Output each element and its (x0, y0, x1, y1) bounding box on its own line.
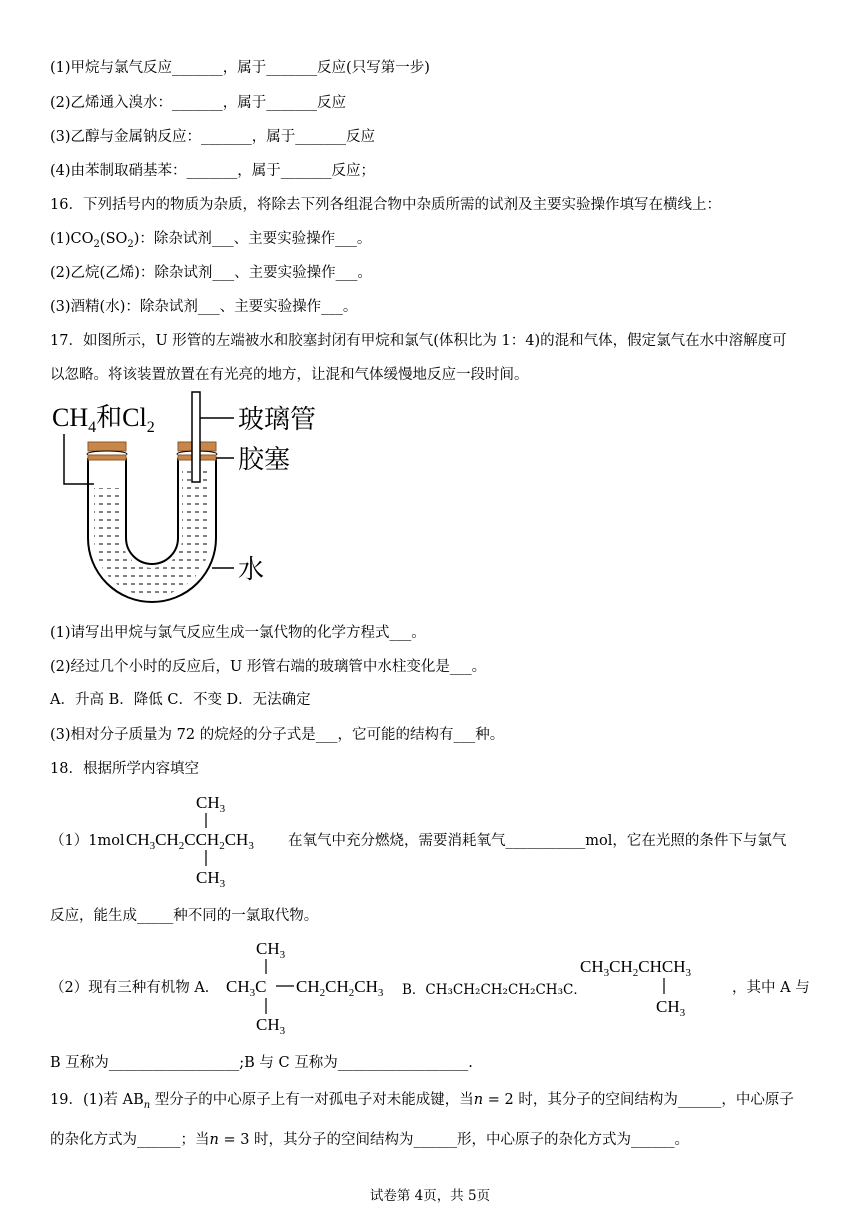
q18-part2-B: B．CH₃CH₂CH₂CH₂CH₃C． (402, 982, 587, 998)
q17-stem-line1: 17．如图所示，U 形管的左端被水和胶塞封闭有甲烷和氯气(体积比为 1：4)的混和气体，假定氯气在水中溶解度可 (50, 333, 787, 349)
svg-text:CH3: $CH_3$ (196, 868, 226, 888)
q18-part2-suffix: ，其中 A 与 (732, 980, 810, 996)
structural-formula-C (580, 950, 730, 1020)
left-stopper (88, 442, 126, 451)
q19-line2: 的杂化方式为______；当n = 3 时，其分子的空间结构为______形，中心原子的杂化方式为______。 (50, 1132, 690, 1148)
q18-part1-line2: 反应，能生成_____种不同的一氯取代物。 (50, 908, 319, 924)
svg-text:CH3CH2CCH2CH3: $CH_3CH_2CCH_2CH_3$ (126, 830, 254, 852)
q15-part4: (4)由苯制取硝基苯：_______，属于_______反应； (50, 163, 376, 179)
q18-part2-prefix: （2）现有三种有机物 A． (50, 980, 220, 996)
glass-tube (192, 392, 200, 482)
q17-stem-line2: 以忽略。将该装置放置在有光亮的地方，让混和气体缓慢地反应一段时间。 (50, 367, 529, 383)
q16-part2: (2)乙烷(乙烯)：除杂试剂___、主要实验操作___。 (50, 265, 372, 281)
svg-text:CH3C: $CH_3C$ (226, 977, 267, 999)
q18-part1-suffix: 在氧气中充分燃烧，需要消耗氧气___________mol，它在光照的条件下与氯气 (288, 833, 787, 849)
figure-label-gas: $CH_4$和$Cl_2$ (52, 403, 155, 436)
figure-label-water: 水 (238, 555, 265, 584)
svg-text:CH3: $CH_3$ (256, 1015, 286, 1036)
structural-formula-3-3-dimethylpentane (126, 788, 286, 888)
q17-part2: (2)经过几个小时的反应后，U 形管右端的玻璃管中水柱变化是___。 (50, 659, 487, 675)
figure-label-stopper: 胶塞 (238, 445, 291, 474)
q17-part3: (3)相对分子质量为 72 的烷烃的分子式是___，它可能的结构有___种。 (50, 727, 505, 743)
q17-options: A．升高 B．降低 C．不变 D．无法确定 (50, 692, 311, 708)
u-tube-figure (50, 388, 320, 618)
q15-part2: (2)乙烯通入溴水：_______，属于_______反应 (50, 95, 347, 111)
q15-part3: (3)乙醇与金属钠反应：_______，属于_______反应 (50, 129, 376, 145)
q18-part2-line2: B 互称为__________________;B 与 C 互称为__________________. (50, 1055, 473, 1071)
q16-part3: (3)酒精(水)：除杂试剂___、主要实验操作___。 (50, 299, 358, 315)
figure-label-tube: 玻璃管 (238, 405, 317, 434)
svg-text:CH3CH2CHCH3: $CH_3CH_2CHCH_3$ (580, 957, 691, 979)
q18-part1-prefix: （1）1mol (50, 833, 125, 849)
svg-text:CH3: $CH_3$ (656, 997, 686, 1019)
q16-part1: $(1)CO_2(SO_2)$：除杂试剂___、主要实验操作___。 (50, 231, 372, 250)
q15-part1: (1)甲烷与氯气反应_______，属于_______反应(只写第一步) (50, 60, 430, 76)
svg-text:CH2CH2CH3: $CH_2CH_2CH_3$ (296, 977, 384, 999)
svg-text:CH3: $CH_3$ (256, 939, 286, 961)
q18-stem: 18．根据所学内容填空 (50, 761, 199, 777)
page-footer: 试卷第 4页，共 5页 (369, 1188, 491, 1204)
q17-part1: (1)请写出甲烷与氯气反应生成一氯代物的化学方程式___。 (50, 625, 426, 641)
q19-line1: 19．(1)若 $AB_n$ 型分子的中心原子上有一对孤电子对未能成键，当n = 2 时，其分子的空间结构为______，中心原子 (50, 1092, 794, 1111)
q16-stem: 16．下列括号内的物质为杂质，将除去下列各组混合物中杂质所需的试剂及主要实验操作填写在横线上： (50, 197, 721, 213)
structural-formula-A (226, 936, 402, 1036)
svg-text:CH3: $CH_3$ (196, 793, 226, 815)
